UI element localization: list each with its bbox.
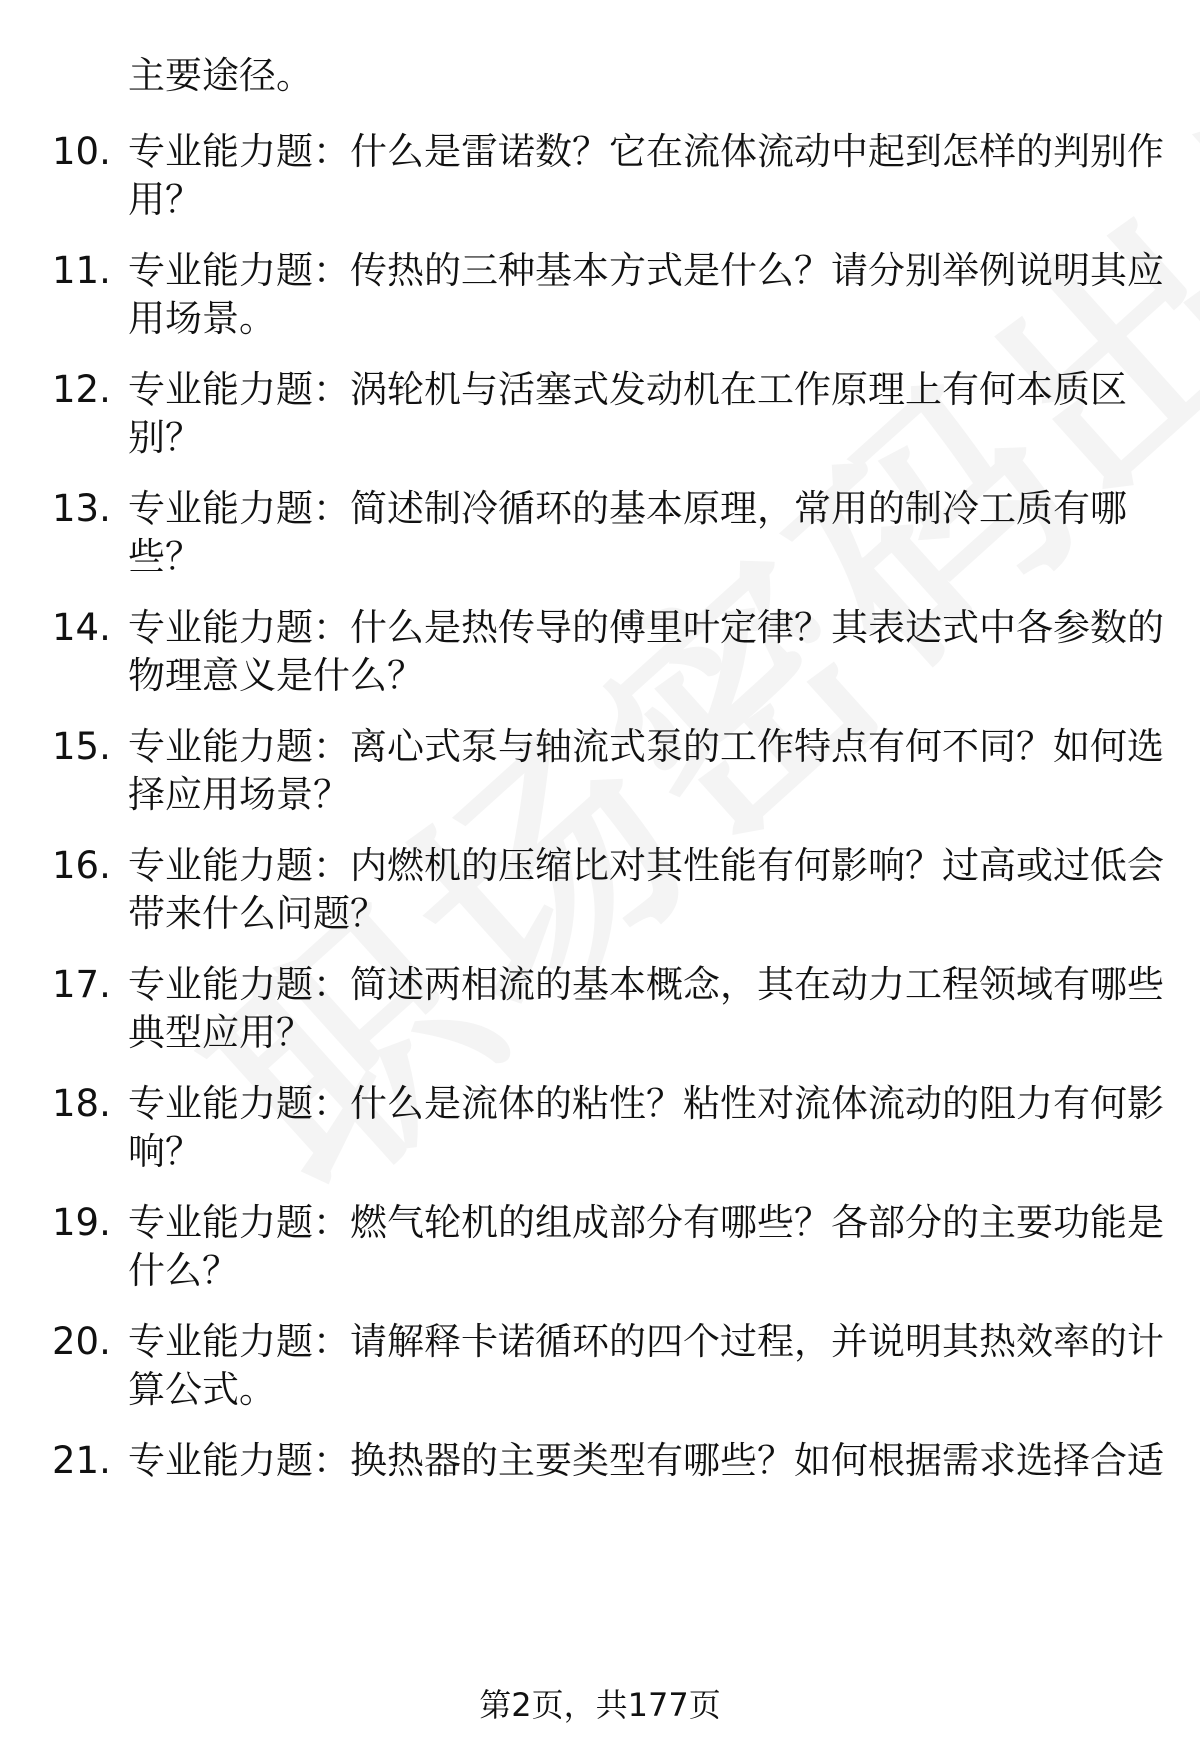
question-line-2: 用场景。	[128, 297, 276, 340]
question-line-1: 专业能力题：内燃机的压缩比对其性能有何影响？过高或过低会	[128, 844, 1164, 887]
question-text	[128, 128, 1164, 224]
question-number: 19.	[52, 1201, 111, 1244]
question-line-2: 什么？	[128, 1249, 239, 1292]
page-footer: 第2页，共177页	[479, 1686, 721, 1724]
continuation-text: 主要途径。	[128, 54, 313, 97]
question-line-1: 专业能力题：传热的三种基本方式是什么？请分别举例说明其应	[128, 249, 1164, 292]
question-line-2: 带来什么问题？	[128, 892, 387, 935]
question-number: 13.	[52, 487, 111, 530]
question-line-1: 专业能力题：简述两相流的基本概念，其在动力工程领域有哪些	[128, 963, 1164, 1006]
question-line-2: 些？	[128, 535, 202, 578]
question-text	[128, 1199, 1164, 1295]
question-line-2: 算公式。	[128, 1368, 276, 1411]
question-text	[128, 604, 1164, 700]
question-line-1: 专业能力题：涡轮机与活塞式发动机在工作原理上有何本质区	[128, 368, 1127, 411]
question-text	[128, 485, 1138, 581]
question-text	[128, 1080, 1164, 1176]
question-line-2: 典型应用？	[128, 1011, 313, 1054]
question-number: 12.	[52, 368, 111, 411]
question-number: 18.	[52, 1082, 111, 1125]
question-line-1: 专业能力题：什么是流体的粘性？粘性对流体流动的阻力有何影	[128, 1082, 1164, 1125]
question-number: 17.	[52, 963, 111, 1006]
question-number: 21.	[52, 1439, 111, 1482]
question-line-2: 择应用场景？	[128, 773, 350, 816]
question-number: 20.	[52, 1320, 111, 1363]
question-line-1: 专业能力题：换热器的主要类型有哪些？如何根据需求选择合适	[128, 1439, 1164, 1482]
question-number: 16.	[52, 844, 111, 887]
question-text	[128, 961, 1164, 1057]
question-line-1: 专业能力题：燃气轮机的组成部分有哪些？各部分的主要功能是	[128, 1201, 1164, 1244]
question-number: 14.	[52, 606, 111, 649]
question-text	[128, 247, 1164, 343]
question-line-1: 专业能力题：请解释卡诺循环的四个过程，并说明其热效率的计	[128, 1320, 1164, 1363]
question-number: 15.	[52, 725, 111, 768]
question-text	[128, 723, 1164, 819]
question-line-2: 响？	[128, 1130, 202, 1173]
question-text	[128, 1318, 1164, 1414]
question-text	[128, 842, 1164, 938]
question-line-2: 物理意义是什么？	[128, 654, 424, 697]
question-line-1: 专业能力题：简述制冷循环的基本原理，常用的制冷工质有哪	[128, 487, 1127, 530]
question-line-1: 专业能力题：离心式泵与轴流式泵的工作特点有何不同？如何选	[128, 725, 1164, 768]
question-number: 10.	[52, 130, 111, 173]
question-text	[128, 366, 1138, 462]
question-line-2: 用？	[128, 178, 202, 221]
question-text	[128, 1437, 1164, 1485]
question-line-1: 专业能力题：什么是雷诺数？它在流体流动中起到怎样的判别作	[128, 130, 1164, 173]
question-line-2: 别？	[128, 416, 202, 459]
question-number: 11.	[52, 249, 111, 292]
question-line-1: 专业能力题：什么是热传导的傅里叶定律？其表达式中各参数的	[128, 606, 1164, 649]
